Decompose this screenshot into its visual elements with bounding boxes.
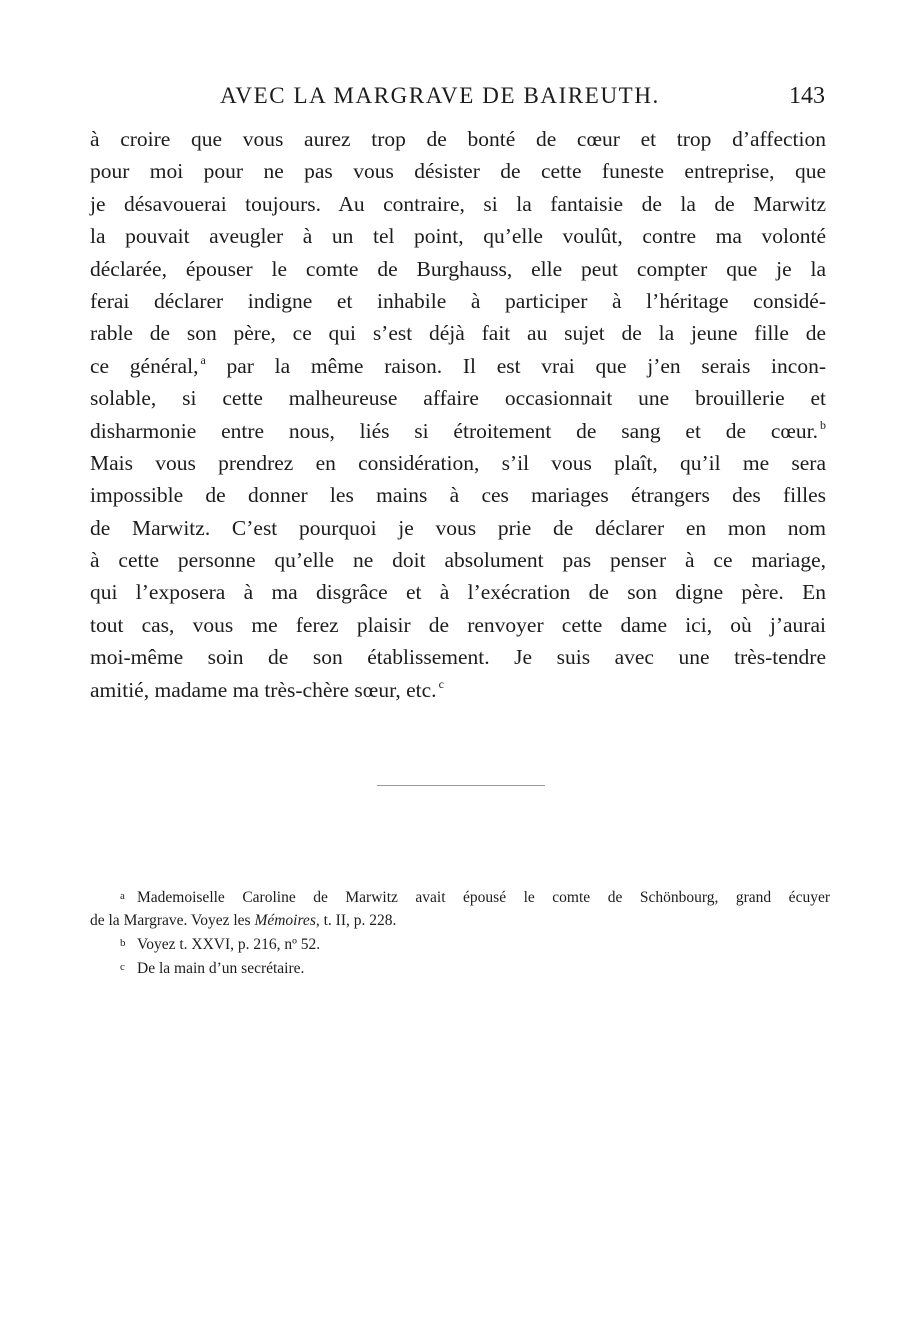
text-line: impossible de donner les mains à ces mariages étrangers des filles bbox=[90, 483, 826, 508]
text-line-with-ref-c bbox=[90, 674, 826, 706]
text-line: rable de son père, ce qui s’est déjà fait au sujet de la jeune fille de bbox=[90, 321, 826, 346]
footnote-ref-a: a bbox=[200, 352, 206, 367]
footnote-a-text: t. II, p. 228. bbox=[319, 912, 397, 929]
footnotes bbox=[90, 885, 830, 980]
footnote-marker-a: a bbox=[120, 890, 125, 902]
text-line: moi-même soin de son établissement. Je suis avec une très-tendre bbox=[90, 645, 826, 670]
footnote-a-title: Mémoires, bbox=[254, 912, 320, 929]
footnote-b-text: Voyez t. XXVI, p. 216, nº 52. bbox=[137, 936, 321, 953]
footnote-marker-c: c bbox=[120, 961, 125, 973]
text-segment: disharmonie entre nous, liés si étroitement de sang et de cœur. bbox=[90, 418, 818, 443]
page-number: 143 bbox=[789, 83, 825, 109]
footnote-a-text: de la Margrave. Voyez les bbox=[90, 912, 255, 929]
footnote-marker-b: b bbox=[120, 937, 126, 949]
text-segment: ce général, bbox=[90, 353, 199, 378]
footnote-c-text: De la main d’un secrétaire. bbox=[137, 960, 305, 977]
running-head bbox=[90, 80, 825, 112]
footnote-b bbox=[90, 932, 830, 956]
text-line: Mais vous prendrez en considération, s’il vous plaît, qu’il me sera bbox=[90, 450, 826, 475]
text-line: tout cas, vous me ferez plaisir de renvoyer cette dame ici, où j’aurai bbox=[90, 612, 826, 637]
text-segment: par la même raison. Il est vrai que j’en serais incon- bbox=[205, 353, 826, 378]
text-line: déclarée, épouser le comte de Burghauss, elle peut compter que je la bbox=[90, 256, 826, 281]
text-line: ferai déclarer indigne et inhabile à participer à l’héritage considé- bbox=[90, 288, 826, 313]
text-line: solable, si cette malheureuse affaire occasionnait une brouillerie et bbox=[90, 386, 826, 411]
text-segment: amitié, madame ma très-chère sœur, etc. bbox=[90, 677, 437, 702]
text-line: pour moi pour ne pas vous désister de cette funeste entreprise, que bbox=[90, 159, 826, 184]
running-title: AVEC LA MARGRAVE DE BAIREUTH. bbox=[220, 83, 660, 108]
footnote-ref-c: c bbox=[438, 676, 444, 691]
text-line: qui l’exposera à ma disgrâce et à l’exécration de son digne père. En bbox=[90, 580, 826, 605]
footnote-ref-b: b bbox=[820, 417, 826, 432]
text-line: la pouvait aveugler à un tel point, qu’elle voulût, contre ma volonté bbox=[90, 224, 826, 249]
text-line-with-ref-b bbox=[90, 415, 826, 447]
text-line-with-ref-a bbox=[90, 350, 826, 382]
footnote-c bbox=[90, 956, 830, 980]
footnote-a-text: Mademoiselle Caroline de Marwitz avait épousé le comte de Schönbourg, grand écuyer bbox=[137, 889, 830, 906]
footnote-separator bbox=[377, 785, 545, 786]
footnote-a bbox=[90, 885, 830, 909]
text-line: à cette personne qu’elle ne doit absolument pas penser à ce mariage, bbox=[90, 548, 826, 573]
text-line: à croire que vous aurez trop de bonté de cœur et trop d’affection bbox=[90, 127, 826, 151]
footnote-a-continuation bbox=[90, 909, 830, 932]
text-line: de Marwitz. C’est pourquoi je vous prie de déclarer en mon nom bbox=[90, 515, 826, 540]
text-line: je désavouerai toujours. Au contraire, si la fantaisie de la de Marwitz bbox=[90, 191, 826, 216]
letter-text bbox=[90, 123, 826, 706]
